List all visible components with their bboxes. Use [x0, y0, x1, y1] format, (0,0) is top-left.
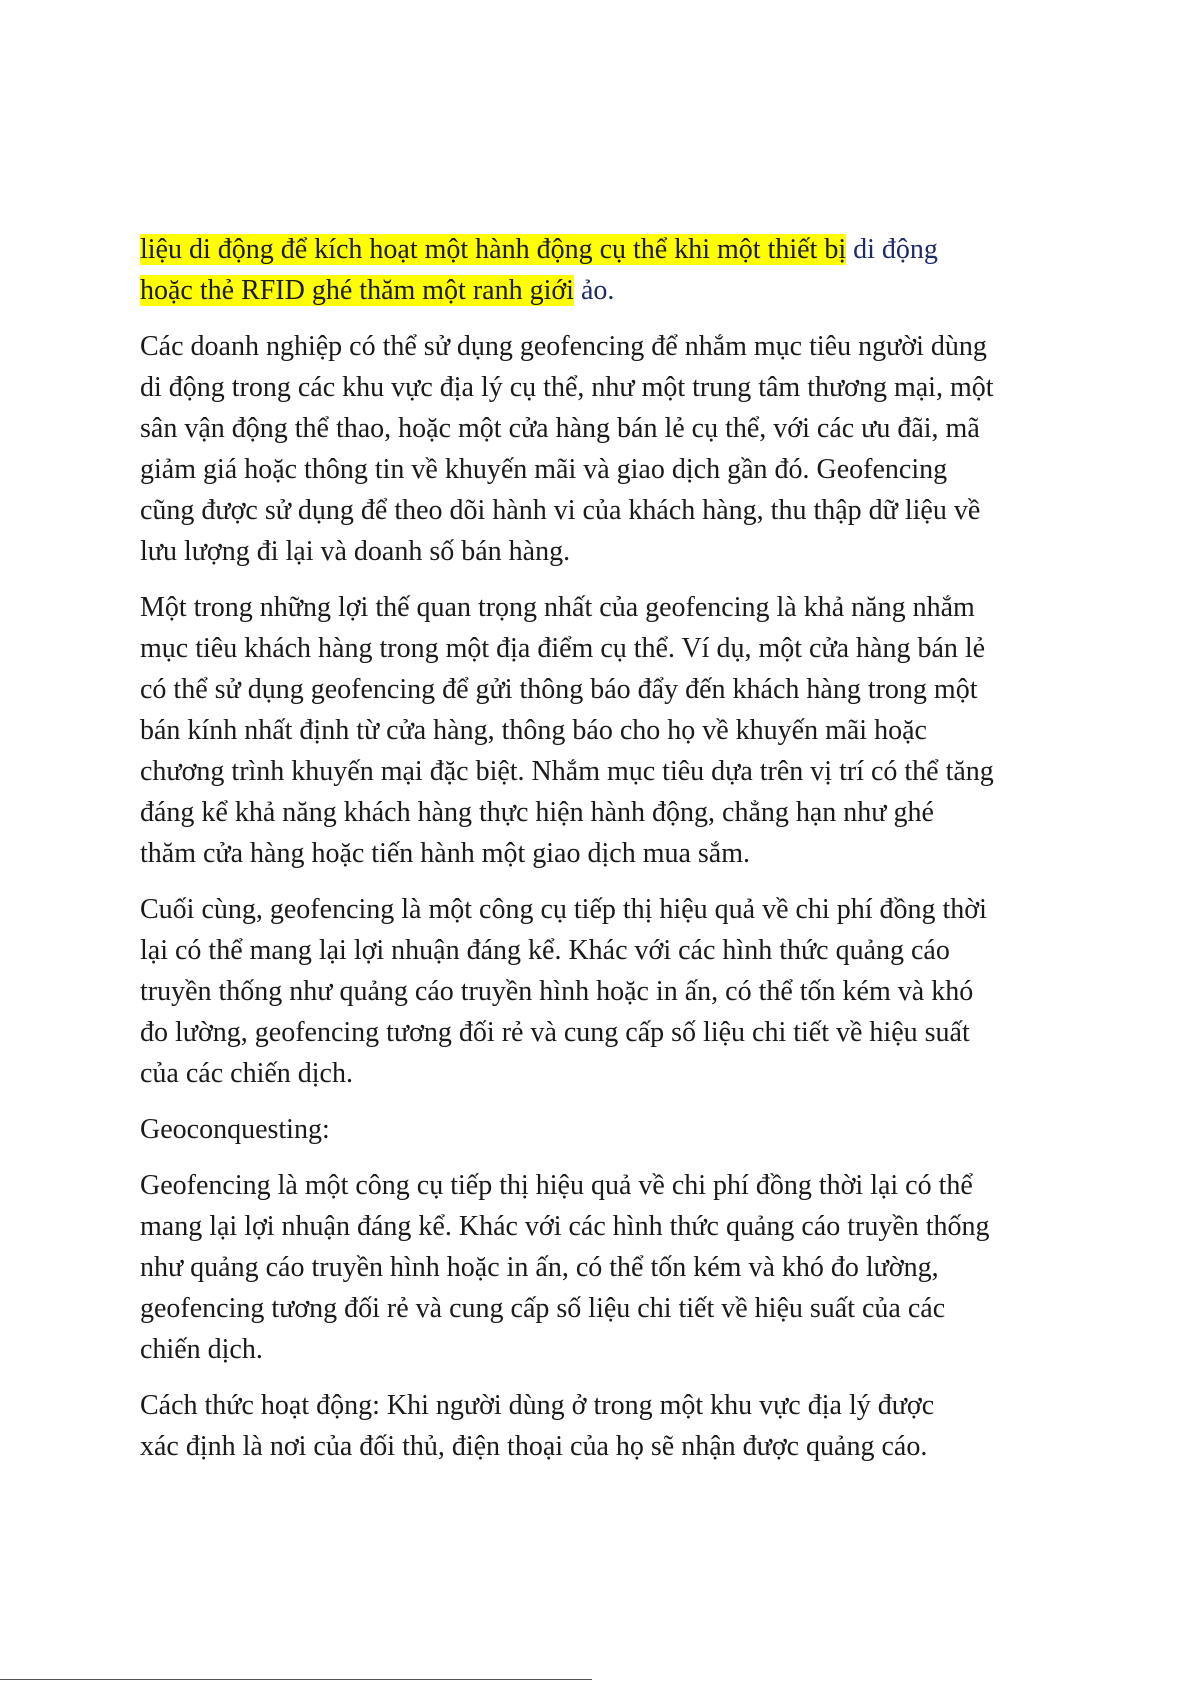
paragraph-line: Geofencing là một công cụ tiếp thị hiệu quả về chi phí đồng thời lại có thể [140, 1170, 973, 1201]
paragraph-line: chiến dịch. [140, 1334, 263, 1365]
paragraph-line: geofencing tương đối rẻ và cung cấp số liệu chi tiết về hiệu suất của các [140, 1293, 946, 1324]
paragraph-line: cũng được sử dụng để theo dõi hành vi của khách hàng, thu thập dữ liệu về [140, 495, 981, 526]
paragraph-intro [140, 229, 1170, 311]
paragraph-line: thăm cửa hàng hoặc tiến hành một giao dịch mua sắm. [140, 838, 750, 869]
paragraph-line: có thể sử dụng geofencing để gửi thông báo đẩy đến khách hàng trong một [140, 674, 978, 705]
paragraph-line: bán kính nhất định từ cửa hàng, thông báo cho họ về khuyến mãi hoặc [140, 715, 927, 746]
paragraph-advantages [140, 587, 1170, 874]
paragraph-geoconquesting [140, 1165, 1170, 1370]
paragraph-geofencing-targeting [140, 326, 1170, 572]
paragraph-line: sân vận động thể thao, hoặc một cửa hàng bán lẻ cụ thể, với các ưu đãi, mã [140, 413, 980, 444]
paragraph-line: Một trong những lợi thế quan trọng nhất của geofencing là khả năng nhắm [140, 592, 975, 623]
paragraph-line: Cách thức hoạt động: Khi người dùng ở trong một khu vực địa lý được [140, 1390, 935, 1421]
intro-line-1-rest: di động [853, 234, 938, 265]
paragraph-line: chương trình khuyến mại đặc biệt. Nhắm mục tiêu dựa trên vị trí có thể tăng [140, 756, 994, 787]
paragraph-line: di động trong các khu vực địa lý cụ thể, như một trung tâm thương mại, một [140, 372, 994, 403]
paragraph-line: mang lại lợi nhuận đáng kể. Khác với các hình thức quảng cáo truyền thống [140, 1211, 990, 1242]
paragraph-line: đáng kể khả năng khách hàng thực hiện hành động, chẳng hạn như ghé [140, 797, 934, 828]
paragraph-line: lưu lượng đi lại và doanh số bán hàng. [140, 536, 571, 567]
highlighted-text: hoặc thẻ RFID ghé thăm một ranh giới [140, 275, 574, 306]
paragraph-line: của các chiến dịch. [140, 1058, 353, 1089]
intro-line-2-rest: ảo. [580, 275, 615, 306]
paragraph-line: mục tiêu khách hàng trong một địa điểm cụ thể. Ví dụ, một cửa hàng bán lẻ [140, 633, 986, 664]
paragraph-line: đo lường, geofencing tương đối rẻ và cung cấp số liệu chi tiết về hiệu suất [140, 1017, 970, 1048]
paragraph-line: như quảng cáo truyền hình hoặc in ấn, có thể tốn kém và khó đo lường, [140, 1252, 939, 1283]
document-page [140, 229, 1170, 1482]
highlighted-text: liệu di động để kích hoạt một hành động cụ thể khi một thiết bị [140, 234, 847, 265]
paragraph-line: giảm giá hoặc thông tin về khuyến mãi và giao dịch gần đó. Geofencing [140, 454, 948, 485]
paragraph-line: truyền thống như quảng cáo truyền hình hoặc in ấn, có thể tốn kém và khó [140, 976, 974, 1007]
footnote-separator [0, 1679, 592, 1680]
intro-line-2 [140, 270, 1170, 311]
section-heading-geoconquesting: Geoconquesting: [140, 1114, 330, 1145]
paragraph-line: xác định là nơi của đối thủ, điện thoại của họ sẽ nhận được quảng cáo. [140, 1431, 928, 1462]
paragraph-line: lại có thể mang lại lợi nhuận đáng kể. Khác với các hình thức quảng cáo [140, 935, 950, 966]
paragraph-line: Cuối cùng, geofencing là một công cụ tiếp thị hiệu quả về chi phí đồng thời [140, 894, 987, 925]
paragraph-conclusion [140, 889, 1170, 1094]
paragraph-how-it-works [140, 1385, 1170, 1467]
paragraph-line: Các doanh nghiệp có thể sử dụng geofencing để nhắm mục tiêu người dùng [140, 331, 987, 362]
intro-line-1 [140, 229, 1170, 270]
